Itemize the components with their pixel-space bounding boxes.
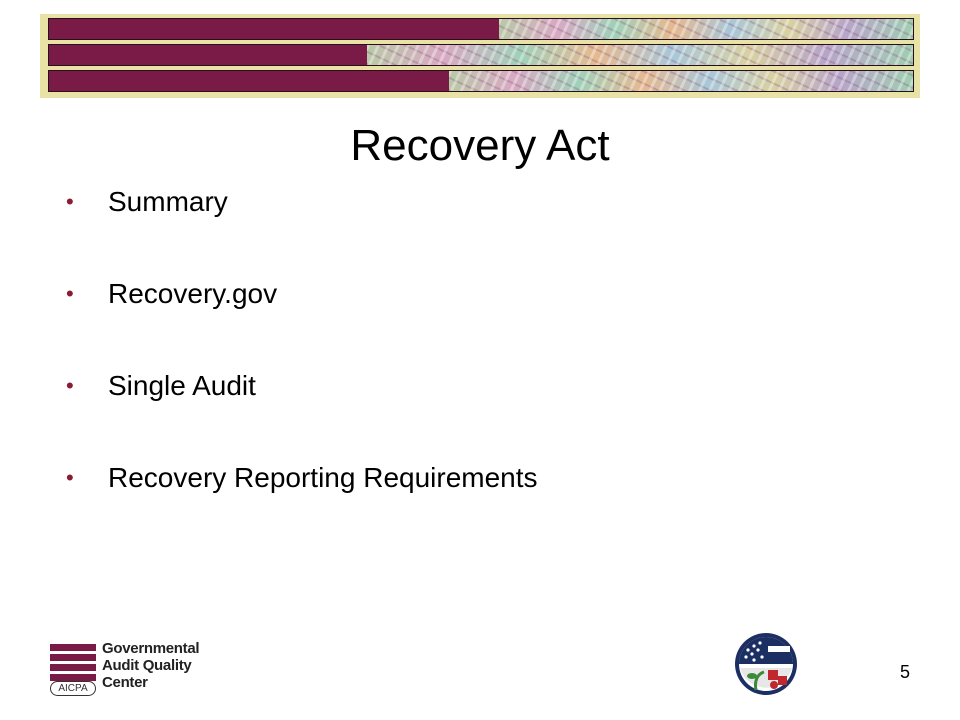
gaqc-logo-line-2: Audit Quality Center	[102, 657, 192, 691]
recovery-seal-icon	[734, 632, 798, 696]
bullet-text: Summary	[108, 186, 228, 217]
bullet-dot-icon: •	[66, 465, 74, 490]
gaqc-stripes-icon	[50, 644, 96, 684]
banner-bar-1-currency-image	[499, 19, 913, 39]
banner-bar-3	[48, 70, 914, 92]
bullet-dot-icon: •	[66, 373, 74, 398]
page-number: 5	[899, 662, 910, 682]
banner-bar-1-maroon	[49, 19, 499, 39]
banner-bar-3-currency-image	[449, 71, 913, 91]
bullet-dot-icon: •	[66, 281, 74, 306]
banner-bar-3-maroon	[49, 71, 449, 91]
bullet-item	[66, 460, 538, 496]
banner-bar-1	[48, 18, 914, 40]
bullet-text: Single Audit	[108, 370, 256, 401]
bullet-item	[66, 368, 538, 404]
gaqc-logo	[50, 640, 240, 696]
header-banner	[40, 14, 920, 98]
gaqc-logo-line-1: Governmental	[102, 640, 200, 657]
bullet-text: Recovery.gov	[108, 278, 278, 309]
banner-bar-2	[48, 44, 914, 66]
gaqc-logo-text	[102, 640, 240, 691]
bullet-text: Recovery Reporting Requirements	[108, 462, 538, 493]
banner-bar-2-maroon	[49, 45, 367, 65]
bullet-item	[66, 184, 538, 220]
slide-title: Recovery Act	[350, 121, 610, 170]
bullet-item	[66, 276, 538, 312]
bullet-list	[66, 184, 538, 552]
banner-bar-2-currency-image	[367, 45, 913, 65]
bullet-dot-icon: •	[66, 189, 74, 214]
aicpa-badge: AICPA	[50, 681, 96, 696]
